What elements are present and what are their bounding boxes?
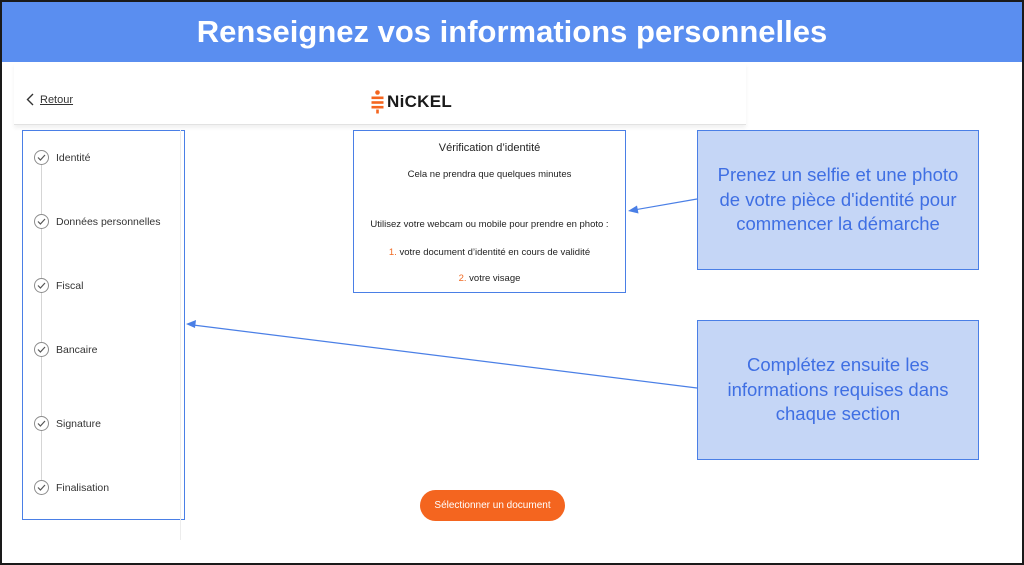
- arrow-head-steps: [186, 320, 196, 328]
- step-label: Fiscal: [56, 279, 84, 292]
- item-text: votre visage: [466, 273, 521, 284]
- step-label: Signature: [56, 417, 101, 430]
- arrow-to-verification: [634, 199, 697, 210]
- back-label: Retour: [40, 93, 74, 106]
- banner-title: Renseignez vos informations personnelles: [2, 2, 1022, 62]
- verification-intro: Utilisez votre webcam ou mobile pour prendre en photo :: [370, 219, 609, 230]
- item-number: 2.: [458, 273, 467, 284]
- item-text: votre document d’identité en cours de validité: [396, 247, 591, 258]
- verification-subtitle: Cela ne prendra que quelques minutes: [407, 169, 572, 180]
- verification-title: Vérification d’identité: [438, 142, 541, 154]
- arrow-to-steps: [193, 325, 697, 388]
- logo-wordmark: NiCKEL: [387, 92, 453, 111]
- callout-sections: Complétez ensuite les informations requises dans chaque section: [697, 320, 979, 460]
- step-label: Identité: [56, 151, 91, 164]
- select-document-button[interactable]: Sélectionner un document: [420, 490, 565, 521]
- item-number: 1.: [388, 247, 397, 258]
- arrow-head-verification: [628, 206, 639, 214]
- callout-selfie: Prenez un selfie et une photo de votre pièce d'identité pour commencer la démarche: [697, 130, 979, 270]
- step-label: Finalisation: [56, 481, 110, 494]
- step-label: Bancaire: [56, 343, 98, 356]
- step-label: Données personnelles: [56, 215, 161, 228]
